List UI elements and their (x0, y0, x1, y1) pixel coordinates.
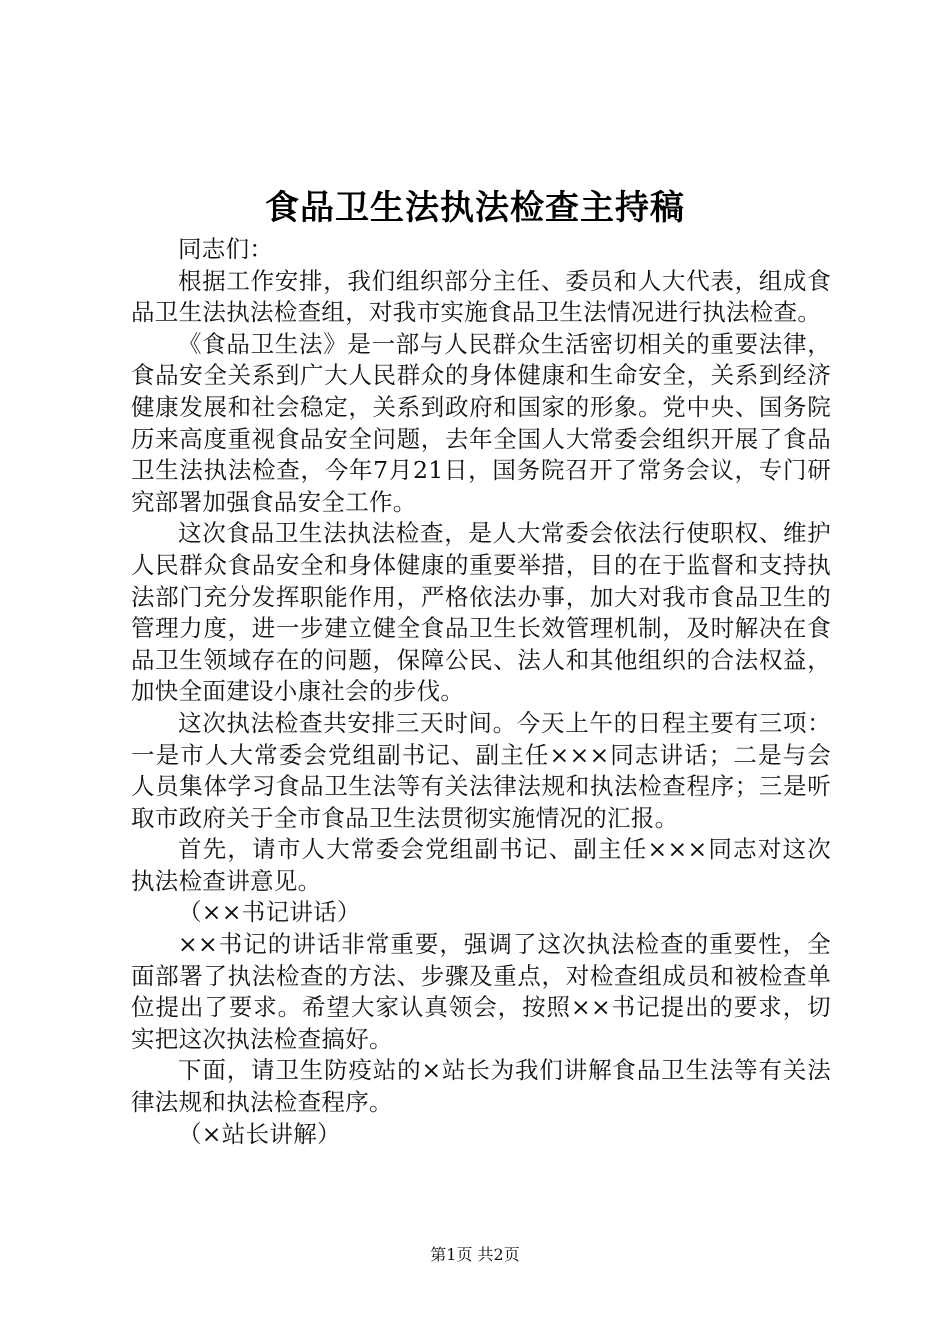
paragraph-9: （×站长讲解） (178, 1119, 341, 1148)
document-title: 食品卫生法执法检查主持稿 (265, 188, 685, 228)
paragraph-5: 首先，请市人大常委会党组副书记、副主任×××同志对这次执法检查讲意见。 (131, 835, 831, 895)
paragraph-3: 这次食品卫生法执法检查，是人大常委会依法行使职权、维护人民群众食品安全和身体健康的重要举措，目的在于监督和支持执法部门充分发挥职能作用，严格依法办事，加大对我市食品卫生的管理力度，进一步建立健全食品卫生长效管理机制，及时解决在食品卫生领域存在的问题，保障公民、法人和其他组织的合法权益，加快全面建设小康社会的步伐。 (131, 519, 831, 706)
paragraph-1: 根据工作安排，我们组织部分主任、委员和人大代表，组成食品卫生法执法检查组，对我市实施食品卫生法情况进行执法检查。 (131, 266, 831, 327)
document-body (131, 234, 831, 1150)
paragraph-4: 这次执法检查共安排三天时间。今天上午的日程主要有三项：一是市人大常委会党组副书记、副主任×××同志讲话；二是与会人员集体学习食品卫生法等有关法律法规和执法检查程序；三是听取市政府关于全市食品卫生法贯彻实施情况的汇报。 (131, 708, 831, 832)
page-number-footer: 第1页 共2页 (430, 1245, 520, 1264)
paragraph-6: （××书记讲话） (178, 898, 361, 927)
paragraph-8: 下面，请卫生防疫站的×站长为我们讲解食品卫生法等有关法律法规和执法检查程序。 (131, 1056, 831, 1117)
paragraph-2: 《食品卫生法》是一部与人民群众生活密切相关的重要法律，食品安全关系到广大人民群众的身体健康和生命安全，关系到经济健康发展和社会稳定，关系到政府和国家的形象。党中央、国务院历来高度重视食品安全问题，去年全国人大常委会组织开展了食品卫生法执法检查，今年7月21日，国务院召开了常务会议，专门研究部署加强食品安全工作。 (131, 329, 831, 516)
paragraph-salutation: 同志们： (178, 235, 274, 263)
paragraph-7: ××书记的讲话非常重要，强调了这次执法检查的重要性，全面部署了执法检查的方法、步骤及重点，对检查组成员和被检查单位提出了要求。希望大家认真领会，按照××书记提出的要求，切实把这次执法检查搞好。 (131, 930, 831, 1053)
